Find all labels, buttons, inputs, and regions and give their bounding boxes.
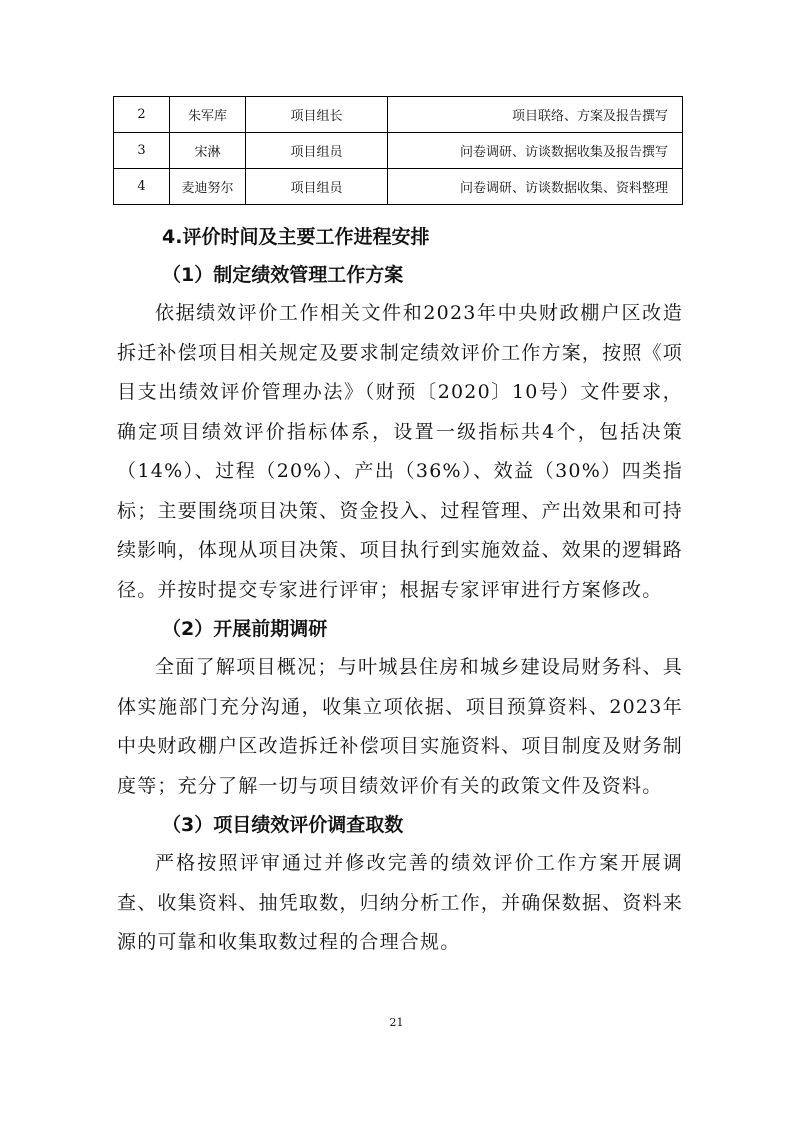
page-number: 21 (389, 1016, 404, 1029)
document-body (117, 218, 683, 963)
table-row (114, 169, 683, 205)
subsection-heading-survey: （3）项目绩效评价调查取数 (162, 814, 404, 836)
team-members-table (113, 96, 683, 205)
section-heading: 4.评价时间及主要工作进程安排 (162, 226, 430, 248)
subsection-heading-plan: （1）制定绩效管理工作方案 (162, 264, 404, 286)
member-name: 宋淋 (170, 133, 246, 169)
row-number: 3 (114, 133, 170, 169)
row-number: 2 (114, 97, 170, 133)
row-number: 4 (114, 169, 170, 205)
paragraph-plan: 依据绩效评价工作相关文件和2023年中央财政棚户区改造拆迁补偿项目相关规定及要求制定绩效评价工作方案，按照《项目支出绩效评价管理办法》（财预〔2020〕10号）文件要求，确定项目绩效评价指标体系，设置一级指标共4个，包括决策（14%）、过程（20%）、产出（36%）、效益（30%）四类指标；主要围绕项目决策、资金投入、过程管理、产出效果和可持续影响，体现从项目决策、项目执行到实施效益、效果的逻辑路径。并按时提交专家进行评审；根据专家评审进行方案修改。 (117, 302, 683, 601)
member-name: 麦迪努尔 (170, 169, 246, 205)
member-duty: 问卷调研、访谈数据收集及报告撰写 (388, 133, 683, 169)
paragraph-research: 全面了解项目概况；与叶城县住房和城乡建设局财务科、具体实施部门充分沟通，收集立项依据、项目预算资料、2023年中央财政棚户区改造拆迁补偿项目实施资料、项目制度及财务制度等；充分了解一切与项目绩效评价有关的政策文件及资料。 (117, 656, 683, 797)
member-name: 朱军库 (170, 97, 246, 133)
paragraph-survey: 严格按照评审通过并修改完善的绩效评价工作方案开展调查、收集资料、抽凭取数，归纳分析工作，并确保数据、资料来源的可靠和收集取数过程的合理合规。 (117, 852, 683, 953)
subsection-heading-research: （2）开展前期调研 (162, 618, 328, 640)
member-duty: 问卷调研、访谈数据收集、资料整理 (388, 169, 683, 205)
member-role: 项目组员 (246, 169, 388, 205)
table-row (114, 97, 683, 133)
member-role: 项目组员 (246, 133, 388, 169)
member-duty: 项目联络、方案及报告撰写 (388, 97, 683, 133)
member-role: 项目组长 (246, 97, 388, 133)
table-row (114, 133, 683, 169)
